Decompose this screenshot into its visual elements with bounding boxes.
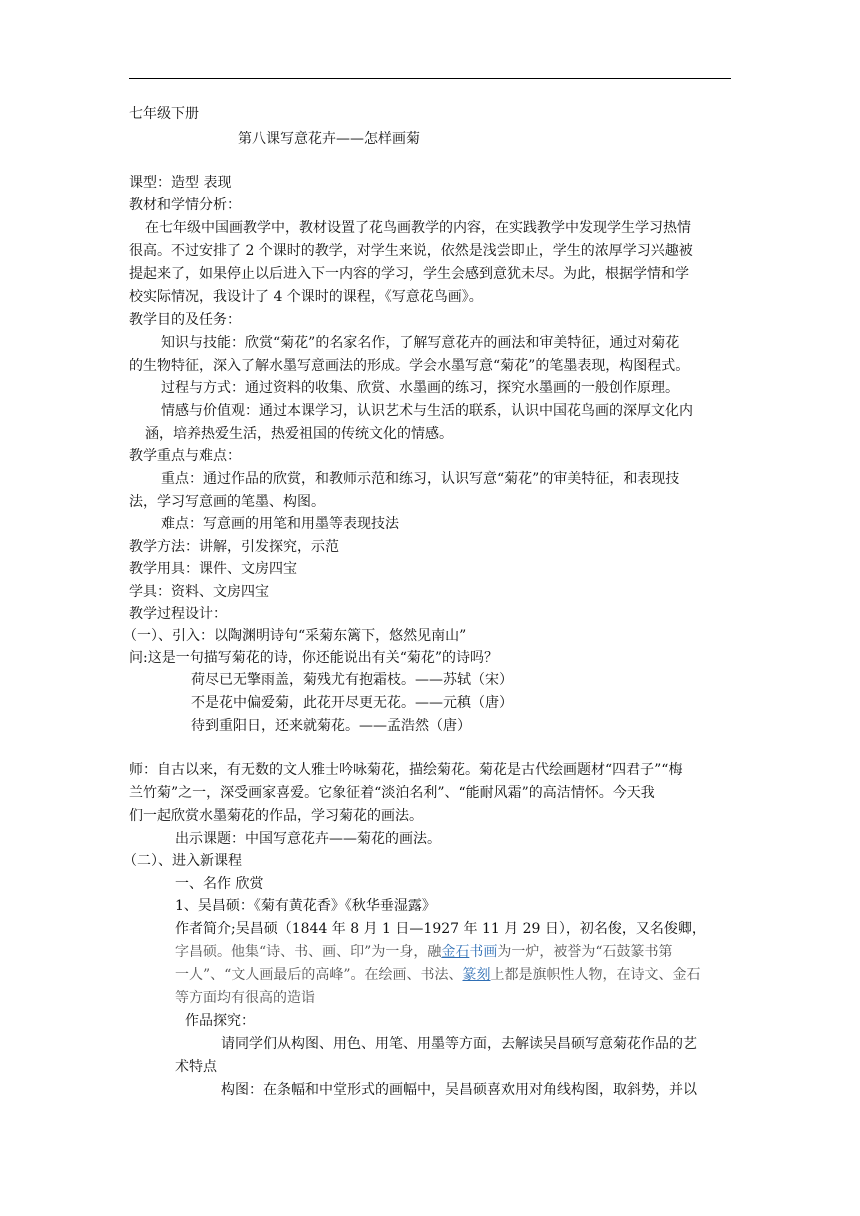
objective-emotion-line: 涵，培养热爱生活，热爱祖国的传统文化的情感。 (145, 426, 453, 442)
teacher-line: 兰竹菊”之一，深受画家喜爱。它象征着“淡泊名利”、“能耐风霜”的高洁情怀。今天我 (129, 785, 655, 801)
keypoint-focus-line: 法，学习写意画的笔墨、构图。 (129, 494, 325, 510)
bio-line: 等方面均有很高的造诣 (175, 990, 315, 1006)
analysis-line: 在七年级中国画教学中，教材设置了花鸟画教学的内容，在实践教学中发现学生学习热情 (145, 220, 691, 236)
bio-line (175, 942, 673, 962)
objective-emotion-line: 情感与价值观：通过本课学习，认识艺术与生活的联系，认识中国花鸟画的深厚文化内 (161, 403, 693, 419)
step2-title: （二）、进入新课程 (123, 853, 242, 869)
poem-line: 不是花中偏爱菊，此花开尽更无花。——元稹（唐） (191, 695, 513, 711)
teacher-line: 们一起欣赏水墨菊花的作品，学习菊花的画法。 (129, 808, 423, 824)
analysis-line: 提起来了，如果停止以后进入下一内容的学习，学生会感到意犹未尽。为此，根据学情和学 (129, 266, 689, 282)
objectives-heading: 教学目的及任务： (129, 312, 241, 328)
explore-heading: 作品探究： (185, 1013, 255, 1029)
keypoint-focus-line: 重点：通过作品的欣赏，和教师示范和练习，认识写意“菊花”的审美特征，和表现技 (161, 471, 680, 487)
lesson-topic: 出示课题：中国写意花卉——菊花的画法。 (175, 831, 441, 847)
link-shuhua[interactable]: 书画 (469, 944, 498, 960)
analysis-line: 很高。不过安排了 2 个课时的教学，对学生来说，依然是浅尝即止，学生的浓厚学习兴趣被 (129, 243, 693, 259)
bio-line: 作者简介;吴昌硕（1844 年 8 月 1 日—1927 年 11 月 29 日），初名俊，又名俊卿， (175, 921, 706, 937)
course-type: 课型：造型 表现 (129, 175, 232, 191)
bio-text: 字昌硕。他集“诗、书、画、印”为一身，融 (175, 944, 442, 960)
bio-text: 一人”、“文人画最后的高峰”。在绘画、书法、 (175, 967, 463, 983)
bio-text: 为一炉，被誉为“石鼓篆书第 (497, 944, 673, 960)
step1-title: （一）、引入：以陶渊明诗句“采菊东篱下，悠然见南山” (123, 628, 467, 644)
bio-text: 上都是旗帜性人物，在诗文、金石 (490, 967, 701, 983)
link-zhuanke[interactable]: 篆刻 (462, 967, 491, 983)
bio-line (175, 965, 700, 985)
keypoints-heading: 教学重点与难点： (129, 448, 241, 464)
objective-process: 过程与方式：通过资料的收集、欣赏、水墨画的练习，探究水墨画的一般创作原理。 (161, 380, 679, 396)
teacher-line: 师：自古以来，有无数的文人雅士吟咏菊花，描绘菊花。菊花是古代绘画题材“四君子”“梅 (129, 762, 683, 778)
artwork-item: 1、吴昌硕：《菊有黄花香》《秋华垂湿露》 (175, 898, 436, 914)
lesson-title: 第八课写意花卉——怎样画菊 (238, 131, 420, 147)
objective-knowledge-line: 知识与技能：欣赏“菊花”的名家名作，了解写意花卉的画法和审美特征，通过对菊花 (161, 335, 680, 351)
step1-question: 问:这是一句描写菊花的诗，你还能说出有关“菊花”的诗吗？ (129, 650, 499, 666)
composition-line: 构图：在条幅和中堂形式的画幅中，吴昌硕喜欢用对角线构图，取斜势，并以 (221, 1082, 697, 1098)
poem-line: 荷尽已无擎雨盖，菊残尤有抱霜枝。——苏轼（宋） (191, 672, 513, 688)
objective-knowledge-line: 的生物特征，深入了解水墨写意画法的形成。学会水墨写意“菊花”的笔墨表现，构图程式。 (129, 358, 690, 374)
explore-line: 术特点 (175, 1059, 217, 1075)
teaching-tools: 教学用具：课件、文房四宝 (129, 561, 297, 577)
student-tools: 学具：资料、文房四宝 (129, 584, 269, 600)
process-heading: 教学过程设计： (129, 606, 227, 622)
analysis-line: 校实际情况，我设计了 4 个课时的课程，《写意花鸟画》。 (129, 289, 483, 305)
step2-subheading: 一、名作 欣赏 (175, 876, 264, 892)
teaching-method: 教学方法：讲解，引发探究，示范 (129, 539, 339, 555)
header-rule (129, 78, 731, 79)
keypoint-difficulty: 难点：写意画的用笔和用墨等表现技法 (161, 516, 399, 532)
poem-line: 待到重阳日，还来就菊花。——孟浩然（唐） (191, 718, 471, 734)
link-jinshi[interactable]: 金石 (441, 944, 470, 960)
explore-line: 请同学们从构图、用色、用笔、用墨等方面，去解读吴昌硕写意菊花作品的艺 (221, 1036, 697, 1052)
grade-label: 七年级下册 (129, 106, 199, 122)
analysis-heading: 教材和学情分析： (129, 197, 241, 213)
